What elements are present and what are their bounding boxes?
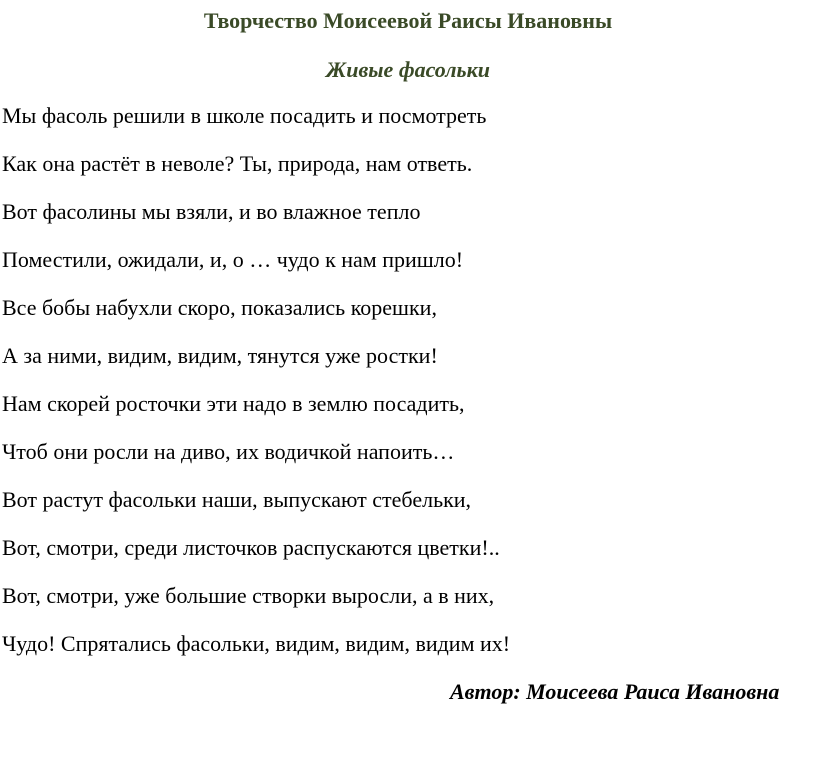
poem-line: Вот, смотри, среди листочков распускаются цветки!..: [2, 535, 500, 560]
poem-line: Нам скорей росточки эти надо в землю посадить,: [2, 391, 465, 416]
poem-line: Чудо! Спрятались фасольки, видим, видим, видим их!: [2, 631, 511, 656]
poem-title: Живые фасольки: [326, 57, 490, 82]
author-signature: Автор: Моисеева Раиса Ивановна: [450, 679, 780, 704]
poem-line: Чтоб они росли на диво, их водичкой напоить…: [2, 439, 455, 464]
poem-line: Вот фасолины мы взяли, и во влажное тепло: [2, 199, 421, 224]
poem-line: Вот, смотри, уже большие створки выросли, а в них,: [2, 583, 495, 608]
poem-line: Как она растёт в неволе? Ты, природа, нам ответь.: [2, 151, 473, 176]
poem-line: А за ними, видим, видим, тянутся уже ростки!: [2, 343, 438, 368]
page-title: Творчество Моисеевой Раисы Ивановны: [203, 8, 613, 33]
poem-line: Поместили, ожидали, и, о … чудо к нам пришло!: [2, 247, 464, 272]
poem-line: Мы фасоль решили в школе посадить и посмотреть: [2, 103, 487, 128]
poem-body: [2, 101, 510, 677]
poem-line: Вот растут фасольки наши, выпускают стебельки,: [2, 487, 472, 512]
poem-line: Все бобы набухли скоро, показались корешки,: [2, 295, 437, 320]
